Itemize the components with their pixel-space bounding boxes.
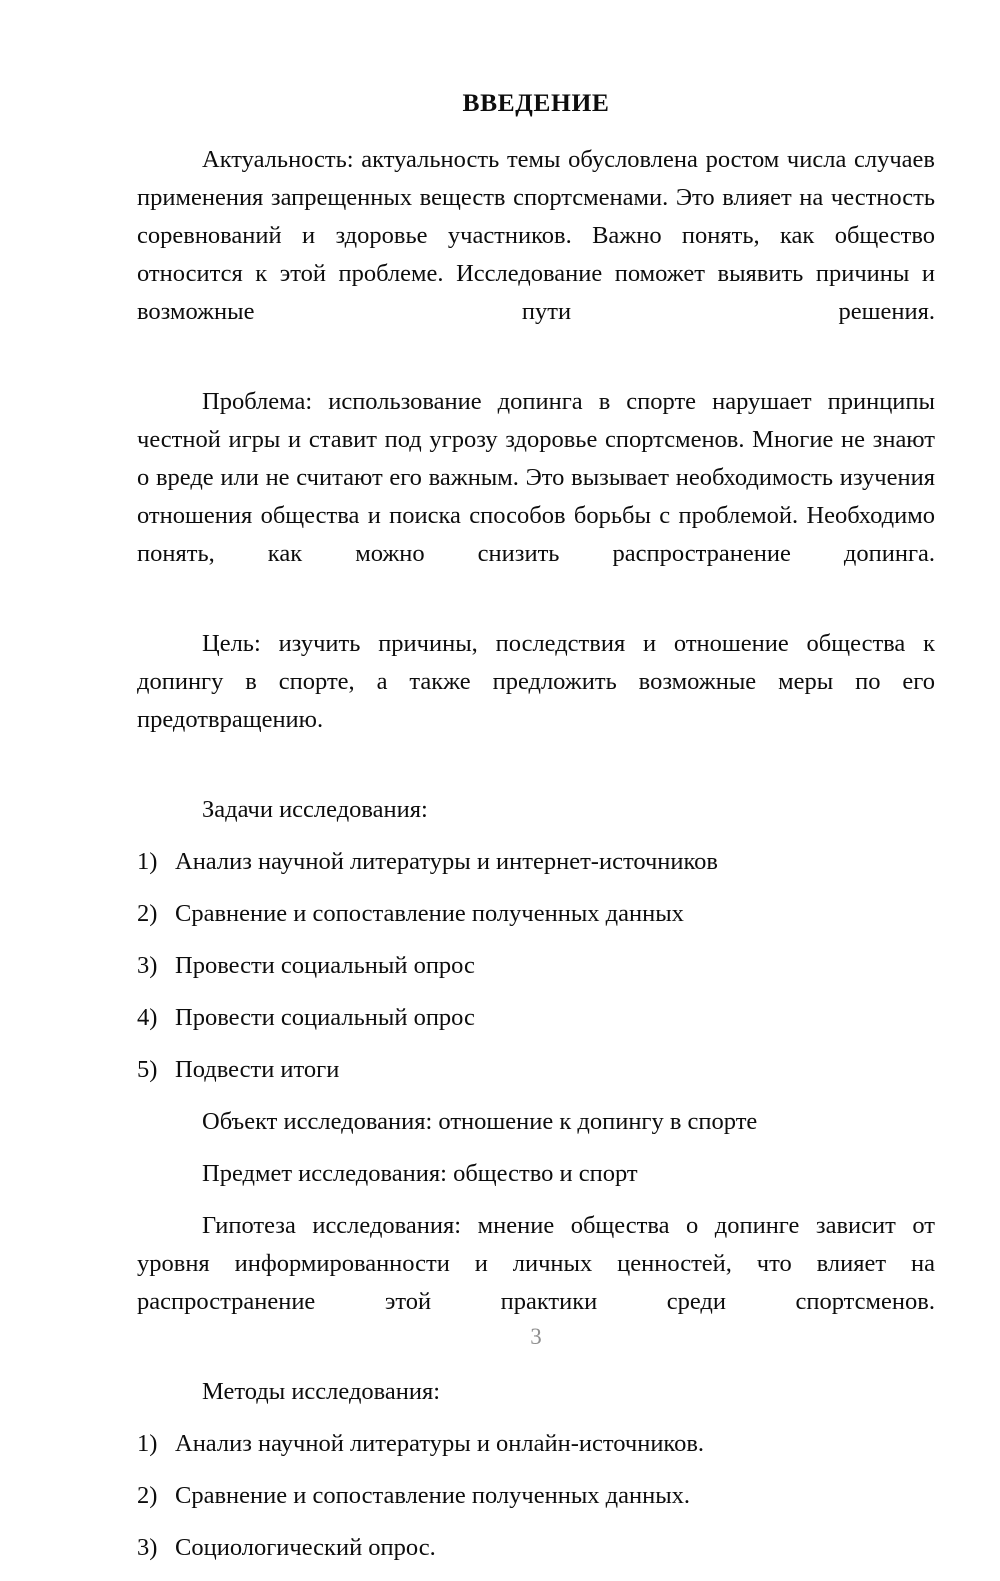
subject-of-research: Предмет исследования: общество и спорт <box>202 1159 638 1187</box>
list-item-text: Сравнение и сопоставление полученных данных. <box>175 1481 691 1509</box>
list-item-text: Сравнение и сопоставление полученных данных <box>175 899 684 927</box>
list-item <box>137 1529 935 1567</box>
tasks-list <box>137 843 935 1089</box>
list-item-text: Провести социальный опрос <box>175 1003 475 1031</box>
methods-heading: Методы исследования: <box>202 1377 441 1405</box>
page-number-value: 3 <box>530 1324 542 1349</box>
list-marker: 2) <box>137 899 158 927</box>
page-title: ВВЕДЕНИЕ <box>462 88 610 117</box>
list-marker: 5) <box>137 1055 158 1083</box>
list-item <box>137 1051 935 1089</box>
list-item-text: Подвести итоги <box>175 1055 340 1083</box>
list-item <box>137 895 935 933</box>
list-marker: 1) <box>137 847 158 875</box>
paragraph-goal: Цель: изучить причины, последствия и отношение общества к допингу в спорте, а также предложить возможные меры по его предотвращению. <box>137 629 935 733</box>
list-marker: 3) <box>137 1533 158 1561</box>
object-of-research: Объект исследования: отношение к допингу в спорте <box>202 1107 758 1135</box>
page-content <box>137 88 935 1581</box>
list-marker: 3) <box>137 951 158 979</box>
methods-list <box>137 1425 935 1567</box>
list-marker: 4) <box>137 1003 158 1031</box>
tasks-heading: Задачи исследования: <box>202 795 428 823</box>
paragraph-hypothesis: Гипотеза исследования: мнение общества о допинге зависит от уровня информированности и личных ценностей, что влияет на распространение этой практики среди спортсменов. <box>137 1211 935 1315</box>
list-marker: 1) <box>137 1429 158 1457</box>
list-item <box>137 1477 935 1515</box>
list-marker: 2) <box>137 1481 158 1509</box>
list-item-text: Провести социальный опрос <box>175 951 475 979</box>
page-number <box>0 1325 1000 1348</box>
list-item <box>137 999 935 1037</box>
list-item-text: Анализ научной литературы и онлайн-источников. <box>175 1429 705 1457</box>
list-item-text: Анализ научной литературы и интернет-источников <box>175 847 718 875</box>
list-item-text: Социологический опрос. <box>175 1533 436 1561</box>
list-item <box>137 843 935 881</box>
list-item <box>137 947 935 985</box>
list-item <box>137 1425 935 1463</box>
paragraph-relevance: Актуальность: актуальность темы обусловлена ростом числа случаев применения запрещенных веществ спортсменами. Это влияет на честность соревнований и здоровье участников. Важно понять, как общество относится к этой проблеме. Исследование поможет выявить причины и возможные пути решения. <box>137 145 935 325</box>
paragraph-problem: Проблема: использование допинга в спорте нарушает принципы честной игры и ставит под угрозу здоровье спортсменов. Многие не знают о вреде или не считают его важным. Это вызывает необходимость изучения отношения общества и поиска способов борьбы с проблемой. Необходимо понять, как можно снизить распространение допинга. <box>137 387 935 567</box>
